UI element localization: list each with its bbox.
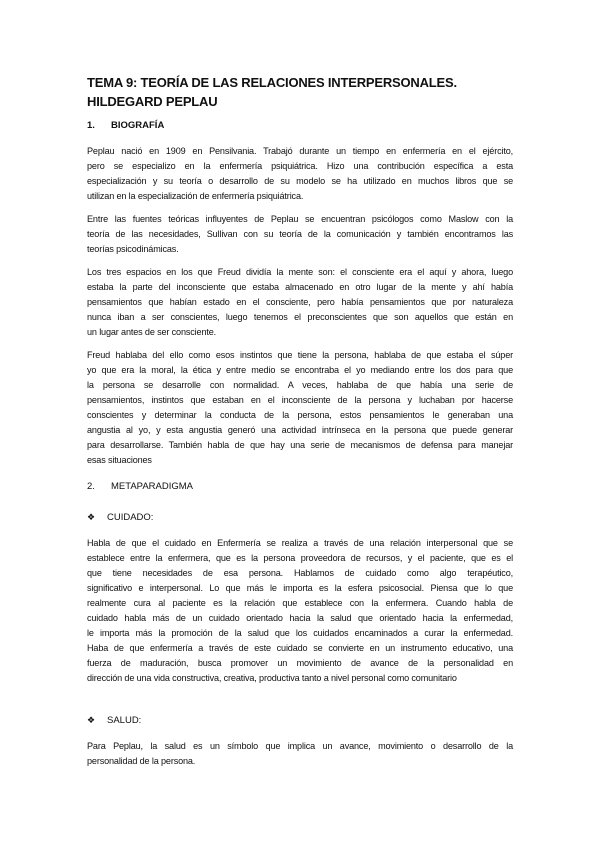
paragraph-cuidado xyxy=(87,536,513,686)
text-line: que tiene necesidades de esa persona. Hablamos de cuidado como algo terapéutico, xyxy=(87,568,513,578)
text-line: Los tres espacios en los que Freud dividía la mente son: el consciente era el aquí y ahora, luego xyxy=(87,267,513,277)
bullet-icon: ❖ xyxy=(87,715,96,725)
text-line: Para Peplau, la salud es un símbolo que implica un avance, movimiento o desarrollo de la xyxy=(87,741,513,751)
text-line: teoría de las necesidades, Sullivan con su teoría de la comunicación y también encontramos las xyxy=(87,229,513,239)
text-line: pero se especializo en la enfermería psiquiátrica. Hizo una contribución específica a esta xyxy=(87,161,513,171)
text-line: yo que era la moral, la ética y entre medio se encontraba el yo mediando entre los dos para que xyxy=(87,365,513,375)
text-line: significativo e interpersonal. Lo que más le importa es la esfera psicosocial. Piensa que lo que xyxy=(87,583,513,593)
bullet-icon: ❖ xyxy=(87,512,96,522)
section-heading-metaparadigma: 2. METAPARADIGMA xyxy=(87,481,193,492)
subheading-cuidado: ❖ CUIDADO: xyxy=(87,512,154,523)
text-line: esas situaciones xyxy=(87,455,152,465)
text-line: fuerza de maduración, busca promover un movimiento de avance de la personalidad en xyxy=(87,658,513,668)
text-line: pensamientos que habían estado en el consciente, pero había pensamientos que por naturaleza xyxy=(87,297,513,307)
text-line: establece entre la enfermera, que es la persona proveedora de recursos, y el paciente, que es el xyxy=(87,553,513,563)
text-line: Peplau nació en 1909 en Pensilvania. Trabajó durante un tiempo en enfermería en el ejército, xyxy=(87,146,513,156)
text-line: para desarrollarse. También habla de que hay una serie de mecanismos de defensa para manejar xyxy=(87,440,513,450)
page-title: TEMA 9: TEORÍA DE LAS RELACIONES INTERPERSONALES. HILDEGARD PEPLAU xyxy=(87,75,457,109)
text-line: Haba de que enfermería a través de este cuidado se convierte en un instrumento educativo, una xyxy=(87,643,513,653)
text-line: le importa más la promoción de la salud que los cuidados encaminados a curar la enfermedad. xyxy=(87,628,513,638)
text-line: utilizan en la especialización de enfermería psiquiátrica. xyxy=(87,191,304,201)
text-line: la persona se desarrolle con normalidad. A veces, hablaba de que había una serie de xyxy=(87,380,513,390)
subheading-salud: ❖ SALUD: xyxy=(87,715,142,726)
text-line: cuidado habla más de un cuidado orientado hacia la salud que orientado hacia la enfermedad, xyxy=(87,613,513,623)
text-line: nunca iban a ser conscientes, luego tenemos el preconscientes que son aquellos que están en xyxy=(87,312,513,322)
text-line: dirección de una vida constructiva, creativa, productiva tanto a nivel personal como comunitario xyxy=(87,673,457,683)
text-line: un lugar antes de ser consciente. xyxy=(87,327,217,337)
text-line: Entre las fuentes teóricas influyentes de Peplau se encuentran psicólogos como Maslow con la xyxy=(87,214,513,224)
paragraph-freud-1 xyxy=(87,265,513,340)
text-line: pensamientos, instintos que estaban en el inconsciente de la persona y luchaban por hacerse xyxy=(87,395,513,405)
paragraph-biografia-2 xyxy=(87,212,513,257)
text-line: personalidad de la persona. xyxy=(87,756,196,766)
text-line: teorías psicodinámicas. xyxy=(87,244,179,254)
text-line: especialización y su teoría o desarrollo de su modelo se ha utilizado en muchos libros que se xyxy=(87,176,513,186)
text-line: conscientes y determinar la conducta de la persona, estos pensamientos le generaban una xyxy=(87,410,513,420)
text-line: realmente cura al paciente es la relación que establece con la enfermera. Cuando habla de xyxy=(87,598,513,608)
paragraph-freud-2 xyxy=(87,348,513,468)
text-line: Freud hablaba del ello como esos instintos que tiene la persona, hablaba de que estaba el súper xyxy=(87,350,513,360)
section-heading-biografia: 1. BIOGRAFÍA xyxy=(87,120,165,131)
text-line: Habla de que el cuidado en Enfermería se realiza a través de una relación interpersonal que se xyxy=(87,538,513,548)
paragraph-salud xyxy=(87,739,513,769)
text-line: estaba la parte del inconsciente que estaba almacenado en otro lugar de la mente y ahí había xyxy=(87,282,513,292)
text-line: angustia al yo, y esta angustia generó una actividad intrínseca en la persona que puede generar xyxy=(87,425,513,435)
paragraph-biografia-1 xyxy=(87,144,513,204)
